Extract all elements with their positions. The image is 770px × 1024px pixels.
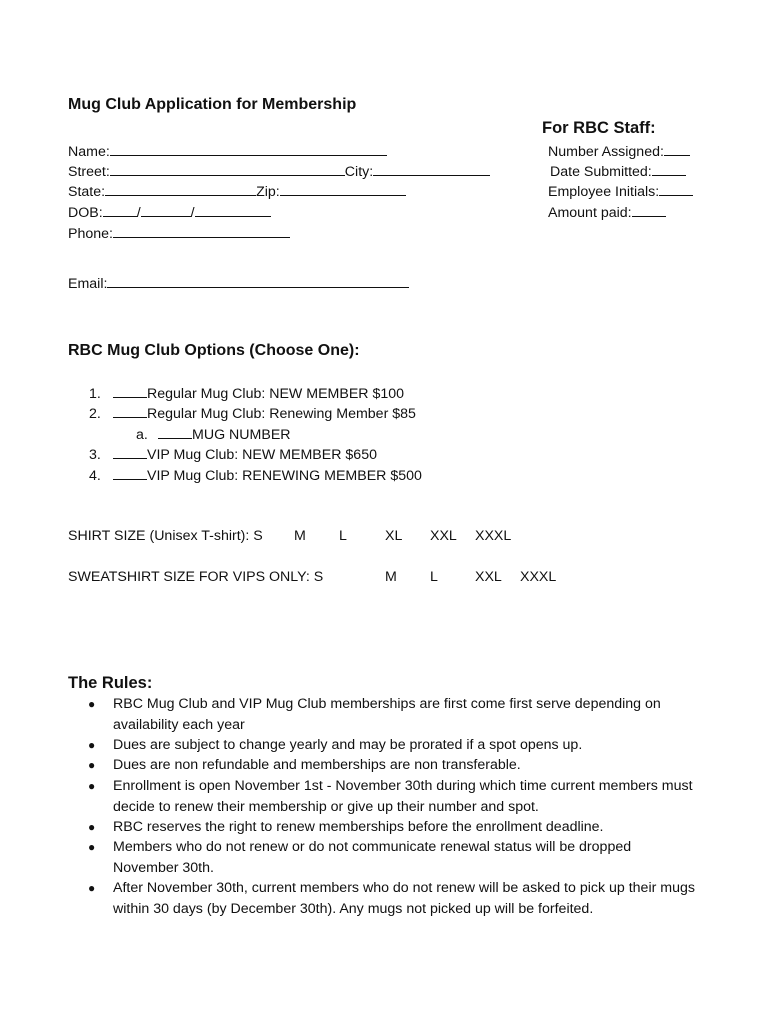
rule-item: After November 30th, current members who do not renew will be asked to pick up their mugs within 30 days (by December 30th). Any mugs not picked up will be forfeited. bbox=[113, 880, 695, 917]
street-field[interactable] bbox=[110, 162, 345, 176]
bullet-icon: ● bbox=[88, 779, 96, 793]
city-label: City: bbox=[344, 164, 374, 180]
rule-item: Dues are subject to change yearly and may be prorated if a spot opens up. bbox=[113, 737, 583, 753]
date-submitted-label: Date Submitted: bbox=[550, 164, 652, 180]
option-item bbox=[89, 445, 377, 464]
name-label: Name: bbox=[68, 144, 110, 160]
bullet-icon: ● bbox=[88, 881, 96, 895]
rule-item: Dues are non refundable and memberships are non transferable. bbox=[113, 757, 521, 773]
option-text: VIP Mug Club: NEW MEMBER $650 bbox=[147, 447, 377, 463]
dob-separator: / bbox=[136, 205, 141, 221]
bullet-icon: ● bbox=[88, 758, 96, 772]
bullet-icon: ● bbox=[88, 697, 96, 711]
bullet-icon: ● bbox=[88, 840, 96, 854]
shirt-size-option[interactable]: M bbox=[294, 528, 306, 544]
shirt-size-option[interactable]: XXXL bbox=[475, 528, 512, 544]
options-heading: RBC Mug Club Options (Choose One): bbox=[68, 342, 360, 359]
dob-label: DOB: bbox=[68, 205, 103, 221]
mug-number-blank[interactable] bbox=[158, 425, 192, 439]
phone-label: Phone: bbox=[68, 226, 113, 242]
sweatshirt-size-option[interactable]: L bbox=[430, 569, 438, 585]
option-choice-blank[interactable] bbox=[113, 404, 147, 418]
amount-paid-row bbox=[548, 203, 666, 222]
state-label: State: bbox=[68, 184, 106, 200]
rule-item: RBC reserves the right to renew memberships before the enrollment deadline. bbox=[113, 819, 604, 835]
option-item bbox=[89, 466, 422, 485]
street-row bbox=[68, 162, 490, 181]
option-choice-blank[interactable] bbox=[113, 445, 147, 459]
rule-item: Members who do not renew or do not communicate renewal status will be dropped November 30th. bbox=[113, 839, 632, 876]
option-sub-text: MUG NUMBER bbox=[192, 427, 291, 443]
option-item bbox=[89, 404, 416, 423]
sweatshirt-size-label: SWEATSHIRT SIZE FOR VIPS ONLY: S bbox=[68, 569, 324, 585]
shirt-size-label: SHIRT SIZE (Unisex T-shirt): S bbox=[68, 528, 263, 544]
amount-paid-field[interactable] bbox=[632, 203, 666, 217]
email-field[interactable] bbox=[107, 274, 409, 288]
rules-heading: The Rules: bbox=[68, 674, 153, 692]
dob-row bbox=[68, 203, 271, 222]
state-field[interactable] bbox=[105, 182, 256, 196]
option-item bbox=[89, 384, 404, 403]
email-row bbox=[68, 274, 409, 293]
phone-row bbox=[68, 224, 290, 243]
sweatshirt-size-option[interactable]: M bbox=[385, 569, 397, 585]
dob-month-field[interactable] bbox=[103, 203, 137, 217]
option-number: 3. bbox=[89, 447, 101, 463]
bullet-icon: ● bbox=[88, 820, 96, 834]
option-subitem bbox=[136, 425, 291, 444]
rule-item: RBC Mug Club and VIP Mug Club memberships are first come first serve depending on availability each year bbox=[113, 696, 661, 733]
city-field[interactable] bbox=[373, 162, 490, 176]
dob-separator: / bbox=[190, 205, 195, 221]
date-submitted-field[interactable] bbox=[652, 162, 686, 176]
dob-year-field[interactable] bbox=[195, 203, 271, 217]
employee-initials-field[interactable] bbox=[659, 182, 693, 196]
option-sub-letter: a. bbox=[136, 427, 148, 443]
street-label: Street: bbox=[68, 164, 110, 180]
option-text: Regular Mug Club: Renewing Member $85 bbox=[147, 406, 416, 422]
rule-item: Enrollment is open November 1st - November 30th during which time current members must decide to renew their membership or give up their number and spot. bbox=[113, 778, 693, 815]
state-row bbox=[68, 182, 406, 201]
staff-heading: For RBC Staff: bbox=[542, 119, 656, 137]
option-text: Regular Mug Club: NEW MEMBER $100 bbox=[147, 386, 405, 402]
employee-initials-label: Employee Initials: bbox=[548, 184, 660, 200]
number-assigned-row bbox=[548, 142, 690, 161]
shirt-size-option[interactable]: L bbox=[339, 528, 347, 544]
number-assigned-label: Number Assigned: bbox=[548, 144, 664, 160]
date-submitted-row bbox=[550, 162, 686, 181]
option-number: 2. bbox=[89, 406, 101, 422]
shirt-size-option[interactable]: XL bbox=[385, 528, 403, 544]
employee-initials-row bbox=[548, 182, 693, 201]
sweatshirt-size-option[interactable]: XXL bbox=[475, 569, 502, 585]
option-number: 4. bbox=[89, 468, 101, 484]
number-assigned-field[interactable] bbox=[664, 142, 690, 156]
dob-day-field[interactable] bbox=[141, 203, 191, 217]
name-row bbox=[68, 142, 387, 161]
option-choice-blank[interactable] bbox=[113, 384, 147, 398]
option-number: 1. bbox=[89, 386, 101, 402]
amount-paid-label: Amount paid: bbox=[548, 205, 632, 221]
email-label: Email: bbox=[68, 276, 108, 292]
form-title: Mug Club Application for Membership bbox=[68, 96, 357, 113]
zip-field[interactable] bbox=[280, 182, 406, 196]
sweatshirt-size-option[interactable]: XXXL bbox=[520, 569, 557, 585]
option-choice-blank[interactable] bbox=[113, 466, 147, 480]
bullet-icon: ● bbox=[88, 738, 96, 752]
option-text: VIP Mug Club: RENEWING MEMBER $500 bbox=[147, 468, 422, 484]
name-field[interactable] bbox=[110, 142, 387, 156]
zip-label: Zip: bbox=[256, 184, 280, 200]
phone-field[interactable] bbox=[113, 224, 290, 238]
shirt-size-option[interactable]: XXL bbox=[430, 528, 457, 544]
